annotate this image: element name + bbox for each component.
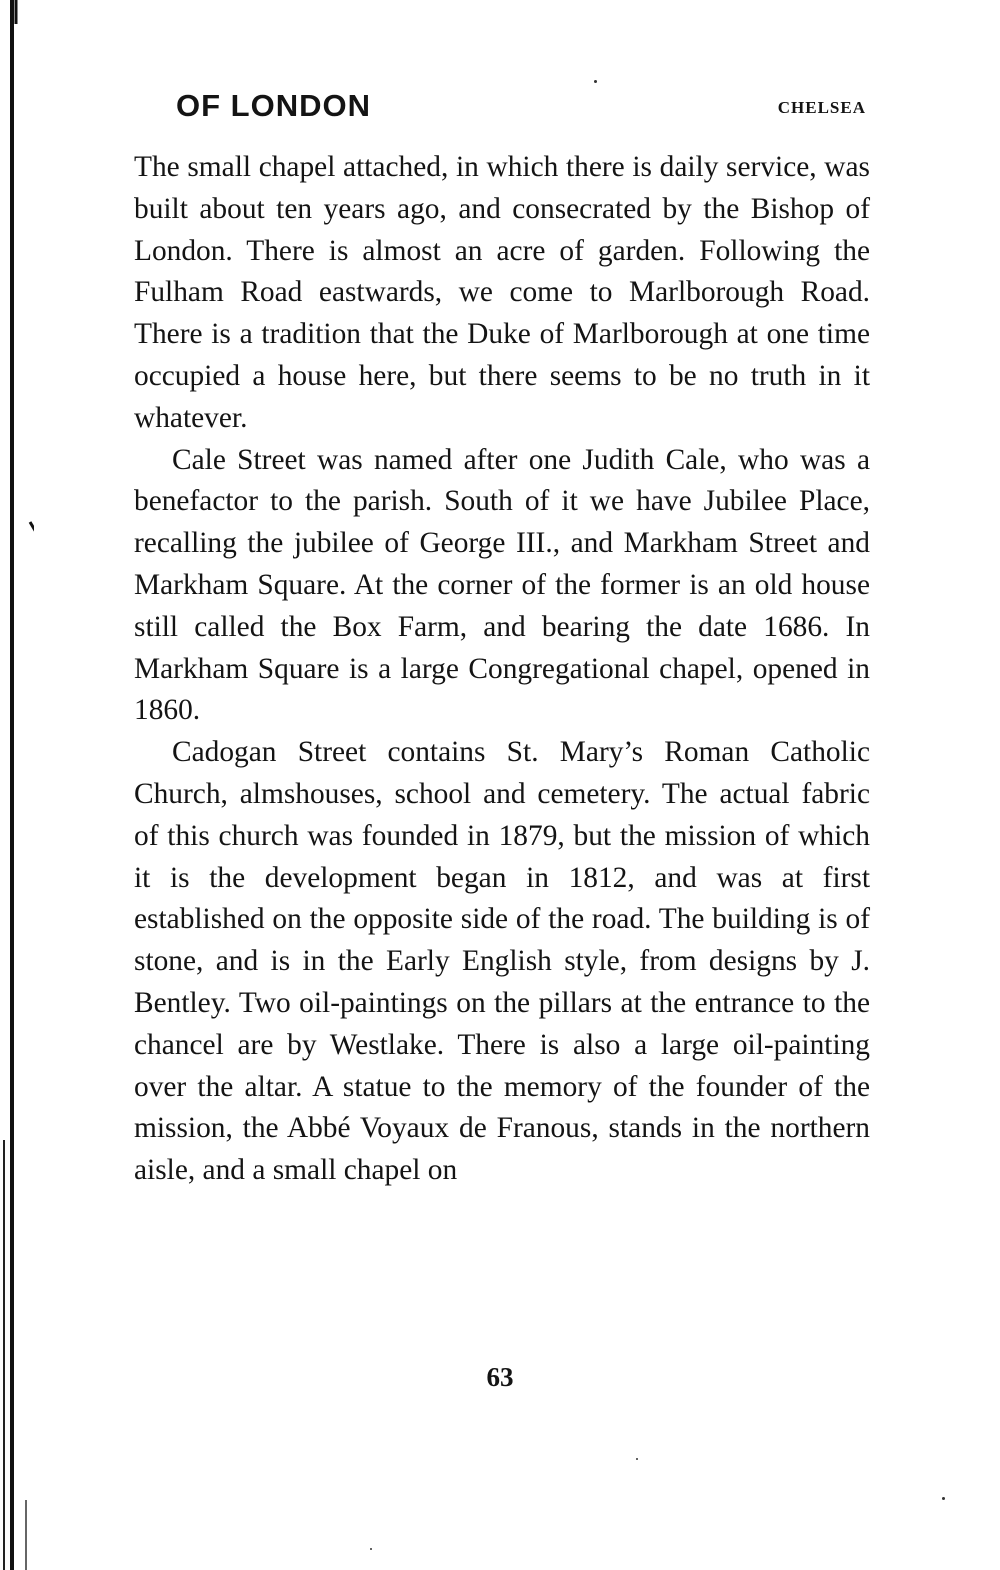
running-head-left: OF LONDON [176,88,371,123]
page-spine-edge [0,0,34,1570]
body-text [134,147,870,1192]
scan-speck [942,1497,945,1500]
scan-speck [594,80,597,83]
paragraph-1: The small chapel attached, in which there is daily service, was built about ten years ago, and consecrated by the Bishop of London. There is almost an acre of garden. Following the Fulham Road eastwards, we come to Marlborough Road. There is a tradition that the Duke of Marlborough at one time occupied a house here, but there seems to be no truth in it whatever. [134,151,870,434]
paragraph-3: Cadogan Street contains St. Mary’s Roman Catholic Church, almshouses, school and cemetery. The actual fabric of this church was founded in 1879, but the mission of which it is the development began in 1812, and was at first established on the opposite side of the road. The building is of stone, and is in the Early English style, from designs by J. Bentley. Two oil-paintings on the pillars at the entrance to the chancel are by Westlake. There is also a large oil-painting over the altar. A statue to the memory of the founder of the mission, the Abbé Voyaux de Franous, stands in the northern aisle, and a small chapel on [134,736,870,1187]
paragraph-2: Cale Street was named after one Judith Cale, who was a benefactor to the parish. South of it we have Jubilee Place, recalling the jubilee of George III., and Markham Street and Markham Square. At the corner of the former is an old house still called the Box Farm, and bearing the date 1686. In Markham Square is a large Congregational chapel, opened in 1860. [134,443,870,727]
scan-speck [636,1458,638,1460]
running-head-right: CHELSEA [777,98,866,117]
scan-speck [370,1548,372,1550]
page-number: 63 [486,1362,514,1392]
